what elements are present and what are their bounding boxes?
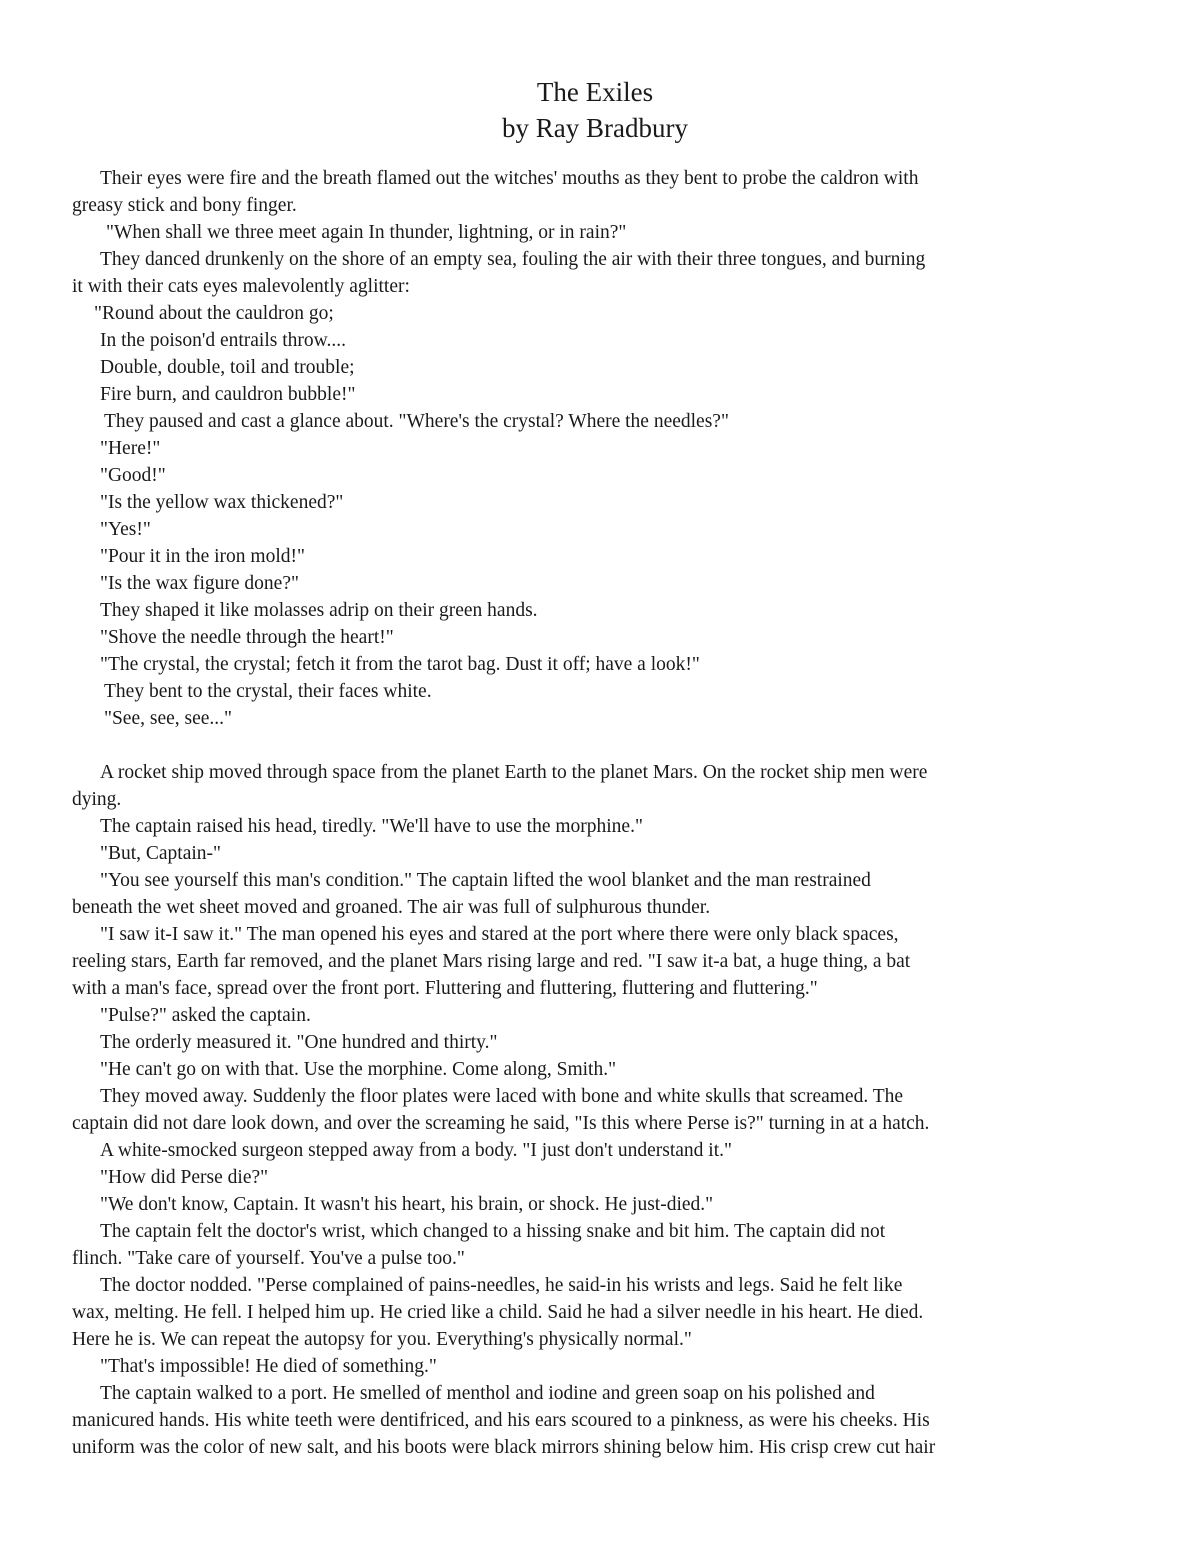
text-line: captain did not dare look down, and over the screaming he said, "Is this where Perse is?" turning in at a hatch. [72, 1113, 930, 1134]
text-line: "I saw it-I saw it." The man opened his eyes and stared at the port where there were only black spaces, [100, 924, 899, 945]
text-line: it with their cats eyes malevolently aglitter: [72, 276, 410, 297]
text-line: "You see yourself this man's condition." The captain lifted the wool blanket and the man restrained [100, 870, 871, 891]
text-line: flinch. "Take care of yourself. You've a pulse too." [72, 1248, 465, 1269]
text-line: "But, Captain-" [100, 843, 221, 864]
text-line: wax, melting. He fell. I helped him up. He cried like a child. Said he had a silver needle in his heart. He died. [72, 1302, 924, 1323]
text-line: "We don't know, Captain. It wasn't his heart, his brain, or shock. He just-died." [100, 1194, 714, 1215]
text-line: "How did Perse die?" [100, 1167, 269, 1188]
text-line: The orderly measured it. "One hundred and thirty." [100, 1032, 498, 1053]
text-line: "The crystal, the crystal; fetch it from the tarot bag. Dust it off; have a look!" [100, 654, 700, 675]
text-line: "Yes!" [100, 519, 151, 540]
text-line: The doctor nodded. "Perse complained of pains-needles, he said-in his wrists and legs. Said he felt like [100, 1275, 903, 1296]
text-line: uniform was the color of new salt, and his boots were black mirrors shining below him. His crisp crew cut hair [72, 1437, 936, 1458]
text-line: "Pour it in the iron mold!" [100, 546, 305, 567]
text-line: A rocket ship moved through space from the planet Earth to the planet Mars. On the rocket ship men were [100, 762, 928, 783]
text-line: They paused and cast a glance about. "Where's the crystal? Where the needles?" [104, 411, 729, 432]
text-line: greasy stick and bony finger. [72, 195, 297, 216]
text-line: They bent to the crystal, their faces white. [104, 681, 432, 702]
section-break [72, 732, 1130, 759]
text-line: manicured hands. His white teeth were dentifriced, and his ears scoured to a pinkness, as were his cheeks. His [72, 1410, 930, 1431]
text-line: They danced drunkenly on the shore of an empty sea, fouling the air with their three tongues, and burning [100, 249, 926, 270]
document-title: The Exiles [536, 77, 654, 107]
text-line: Fire burn, and cauldron bubble!" [100, 384, 356, 405]
title-block [60, 74, 1130, 146]
text-line: Double, double, toil and trouble; [100, 357, 355, 378]
text-line: They moved away. Suddenly the floor plates were laced with bone and white skulls that screamed. The [100, 1086, 904, 1107]
text-line: A white-smocked surgeon stepped away from a body. "I just don't understand it." [100, 1140, 732, 1161]
text-line: "Shove the needle through the heart!" [100, 627, 394, 648]
body-text [72, 165, 1130, 1461]
text-line: "Good!" [100, 465, 166, 486]
text-line: The captain felt the doctor's wrist, which changed to a hissing snake and bit him. The captain did not [100, 1221, 886, 1242]
text-line: They shaped it like molasses adrip on their green hands. [100, 600, 538, 621]
text-line: "Is the yellow wax thickened?" [100, 492, 344, 513]
text-line: Here he is. We can repeat the autopsy for you. Everything's physically normal." [72, 1329, 692, 1350]
document-author: by Ray Bradbury [502, 113, 688, 143]
text-line: reeling stars, Earth far removed, and the planet Mars rising large and red. "I saw it-a bat, a huge thing, a bat [72, 951, 911, 972]
text-line: "See, see, see..." [104, 708, 232, 729]
text-line: with a man's face, spread over the front port. Fluttering and fluttering, fluttering and fluttering." [72, 978, 818, 999]
text-line: beneath the wet sheet moved and groaned. The air was full of sulphurous thunder. [72, 897, 711, 918]
text-line: "Is the wax figure done?" [100, 573, 299, 594]
text-line: "That's impossible! He died of something." [100, 1356, 437, 1377]
text-line: "Here!" [100, 438, 161, 459]
text-line: "Round about the cauldron go; [94, 303, 334, 324]
text-line: In the poison'd entrails throw.... [100, 330, 346, 351]
text-line: "He can't go on with that. Use the morphine. Come along, Smith." [100, 1059, 617, 1080]
text-line: The captain raised his head, tiredly. "We'll have to use the morphine." [100, 816, 643, 837]
document-page [72, 74, 1130, 1461]
text-line: "Pulse?" asked the captain. [100, 1005, 311, 1026]
text-line: "When shall we three meet again In thunder, lightning, or in rain?" [106, 222, 627, 243]
text-line: Their eyes were fire and the breath flamed out the witches' mouths as they bent to probe the caldron with [100, 168, 919, 189]
text-line: dying. [72, 789, 122, 810]
text-line: The captain walked to a port. He smelled of menthol and iodine and green soap on his polished and [100, 1383, 875, 1404]
